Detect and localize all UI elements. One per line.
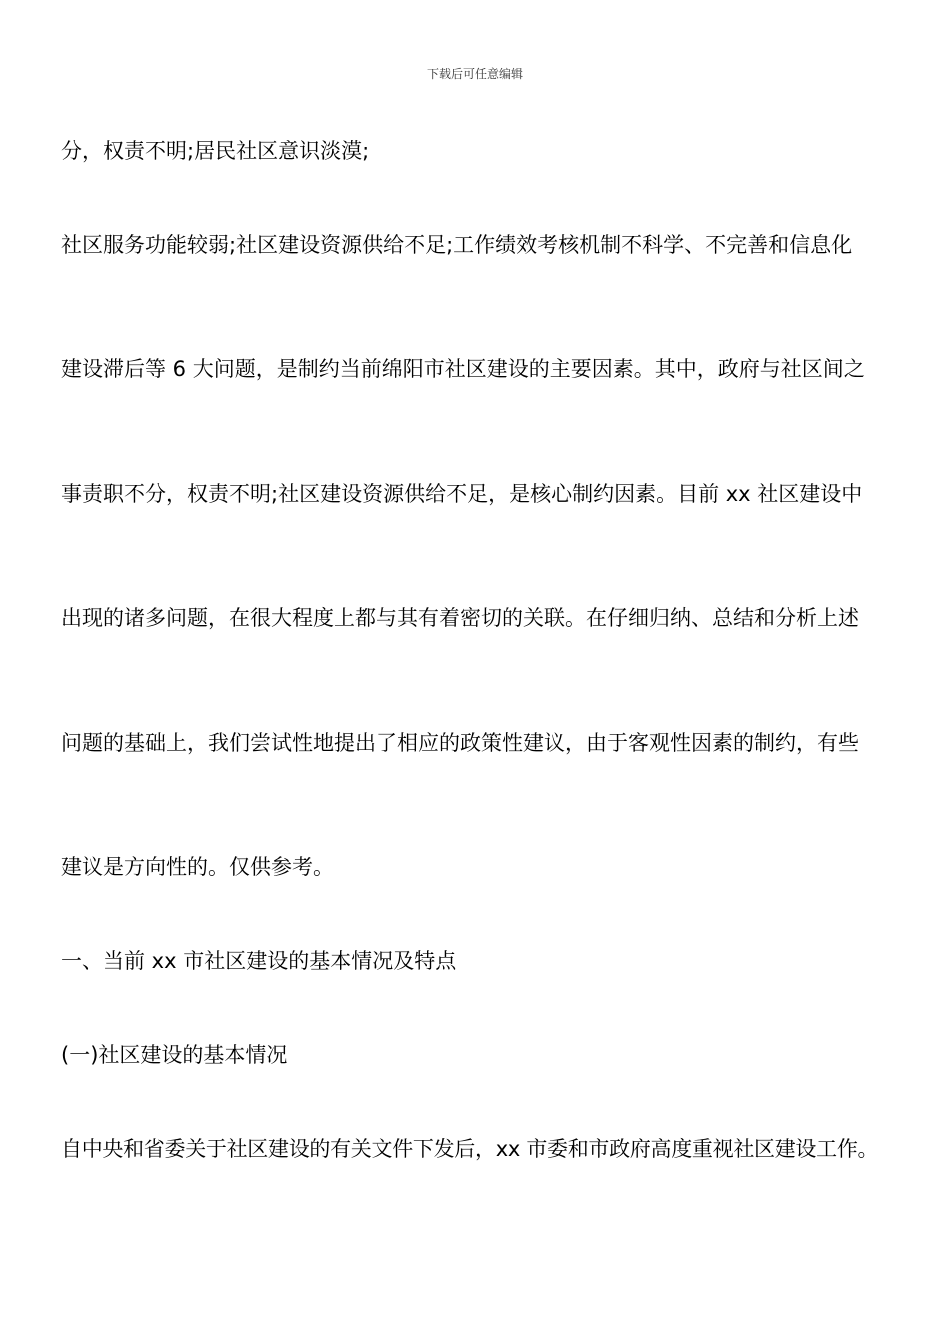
paragraph-line: 事责职不分，权责不明;社区建设资源供给不足，是核心制约因素。目前 xx 社区建设中 [61,482,863,506]
paragraph-line: 社区服务功能较弱;社区建设资源供给不足;工作绩效考核机制不科学、不完善和信息化 [61,233,853,257]
paragraph-line: 建议是方向性的。仅供参考。 [61,855,334,879]
paragraph-line: 出现的诸多问题，在很大程度上都与其有着密切的关联。在仔细归纳、总结和分析上述 [61,606,859,630]
section-heading: 一、当前 xx 市社区建设的基本情况及特点 [61,949,457,973]
paragraph-line: 分，权责不明;居民社区意识淡漠; [61,139,370,163]
page-header-note: 下载后可任意编辑 [426,67,523,81]
paragraph-line: 自中央和省委关于社区建设的有关文件下发后，xx 市委和市政府高度重视社区建设工作。 [61,1137,879,1161]
paragraph-line: 建设滞后等 6 大问题，是制约当前绵阳市社区建设的主要因素。其中，政府与社区间之 [61,357,865,381]
subsection-heading: (一)社区建设的基本情况 [61,1043,288,1067]
paragraph-line: 问题的基础上，我们尝试性地提出了相应的政策性建议，由于客观性因素的制约，有些 [61,731,859,755]
